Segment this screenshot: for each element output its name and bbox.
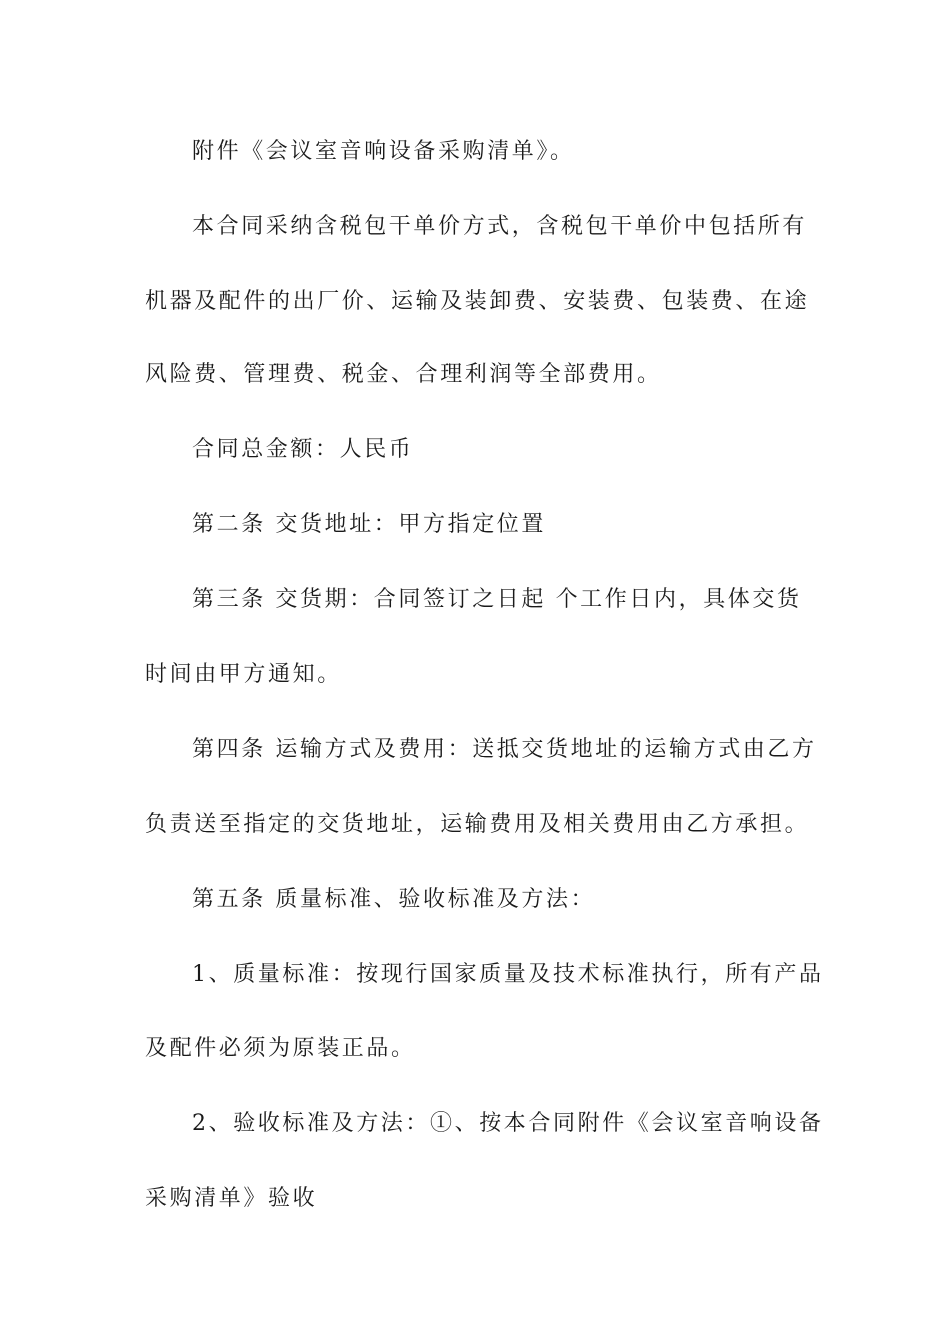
acceptance-method-line-1: 2、验收标准及方法：①、按本合同附件《会议室音响设备 bbox=[192, 1111, 824, 1136]
pricing-method-line-1: 本合同采纳含税包干单价方式，含税包干单价中包括所有 bbox=[192, 214, 808, 239]
pricing-method-line-3: 风险费、管理费、税金、合理利润等全部费用。 bbox=[145, 362, 662, 387]
acceptance-method-line-2: 采购清单》验收 bbox=[145, 1186, 318, 1211]
total-amount-line: 合同总金额：人民币 bbox=[192, 437, 414, 462]
article-3-delivery-period-line-1: 第三条 交货期：合同签订之日起 个工作日内，具体交货 bbox=[192, 587, 802, 612]
quality-standard-line-2: 及配件必须为原装正品。 bbox=[145, 1036, 416, 1061]
article-3-delivery-period-line-2: 时间由甲方通知。 bbox=[145, 662, 342, 687]
article-5-heading: 第五条 质量标准、验收标准及方法： bbox=[192, 887, 596, 912]
attachment-reference-line: 附件《会议室音响设备采购清单》。 bbox=[192, 139, 575, 164]
article-2-delivery-address: 第二条 交货地址：甲方指定位置 bbox=[192, 512, 546, 537]
pricing-method-line-2: 机器及配件的出厂价、运输及装卸费、安装费、包装费、在途 bbox=[145, 289, 810, 314]
quality-standard-line-1: 1、质量标准：按现行国家质量及技术标准执行，所有产品 bbox=[192, 962, 824, 987]
article-4-transport-line-1: 第四条 运输方式及费用：送抵交货地址的运输方式由乙方 bbox=[192, 737, 817, 762]
article-4-transport-line-2: 负责送至指定的交货地址，运输费用及相关费用由乙方承担。 bbox=[145, 812, 810, 837]
